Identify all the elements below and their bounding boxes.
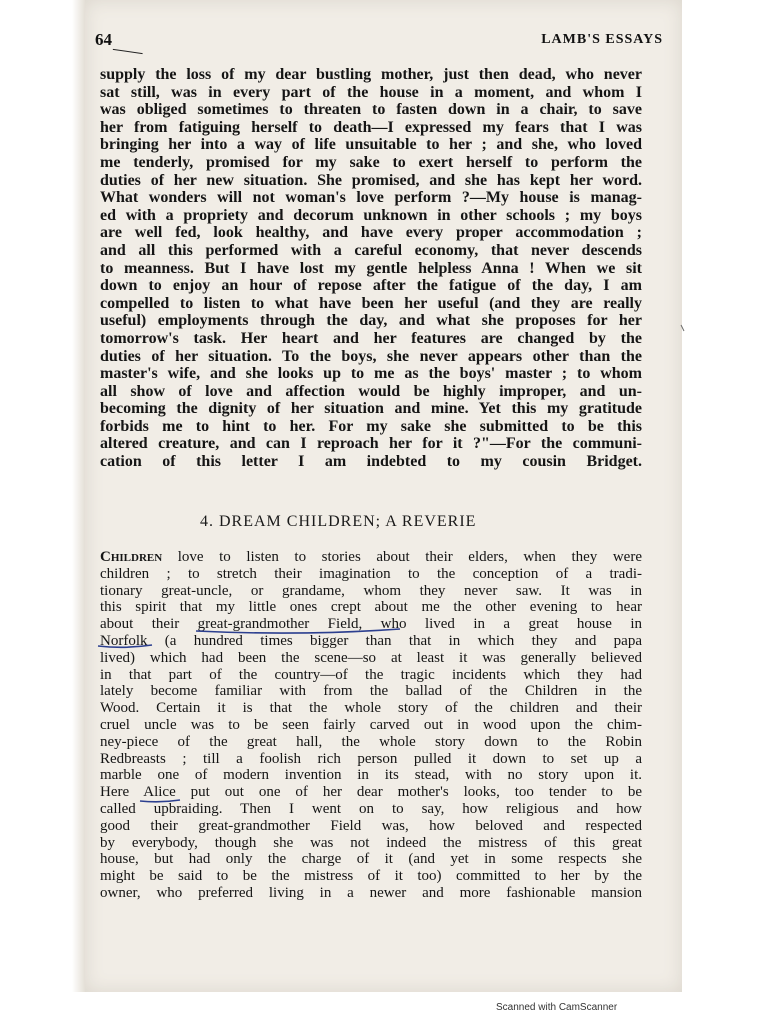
text-line: master's wife, and she looks up to me as the boys' master ; to whom xyxy=(100,365,642,383)
text-line: sat still, was in every part of the house in a moment, and whom I xyxy=(100,83,642,101)
text-line: lived) which had been the scene—so at least it was generally believed xyxy=(100,649,642,666)
text-line: Here Alice put out one of her dear mother's looks, too tender to be xyxy=(100,784,642,801)
text-line: me tenderly, promised for my sake to exert herself to perform the xyxy=(100,153,642,171)
text-line: might be said to be the mistress of it too) committed to her by the xyxy=(100,868,642,885)
text-line: forbids me to hint to her. For my sake she submitted to be this xyxy=(100,417,642,435)
text-line: about their great-grandmother Field, who lived in a great house in xyxy=(100,616,642,633)
text-line: down to enjoy an hour of repose after the fatigue of the day, I am xyxy=(100,277,642,295)
text-line: lately become familiar with from the ballad of the Children in the xyxy=(100,683,642,700)
text-fragment: love to listen to stories about their elders, when they were xyxy=(162,549,642,565)
text-line: altered creature, and can I reproach her for it ?"—For the communi- xyxy=(100,435,642,453)
text-line: ney-piece of the great hall, the whole story down to the Robin xyxy=(100,733,642,750)
text-line: ed with a propriety and decorum unknown in other schools ; my boys xyxy=(100,206,642,224)
text-line: What wonders will not woman's love perform ?—My house is manag- xyxy=(100,189,642,207)
text-line: was obliged sometimes to threaten to fasten down in a chair, to save xyxy=(100,101,642,119)
text-line xyxy=(100,549,642,566)
text-line: by everybody, though she was not indeed the mistress of this great xyxy=(100,834,642,851)
page-number: 64 xyxy=(95,30,112,49)
text-line: tomorrow's task. Her heart and her features are changed by the xyxy=(100,329,642,347)
text-line: children ; to stretch their imagination to the conception of a tradi- xyxy=(100,565,642,582)
text-line: called upbraiding. Then I went on to say, how religious and how xyxy=(100,800,642,817)
book-spine-shadow xyxy=(72,0,86,992)
text-line: becoming the dignity of her situation and mine. Yet this my gratitude xyxy=(100,400,642,418)
text-line: useful) employments through the day, and what she proposes for her xyxy=(100,312,642,330)
text-line: tionary great-uncle, or grandame, whom they never saw. It was in xyxy=(100,582,642,599)
page-header xyxy=(95,30,671,56)
text-line: Norfolk (a hundred times bigger than that in which they and papa xyxy=(100,632,642,649)
text-line: are well fed, look healthy, and have every proper accommodation ; xyxy=(100,224,642,242)
section-heading: 4. DREAM CHILDREN; A REVERIE xyxy=(200,513,477,530)
letter-paragraph xyxy=(100,66,642,471)
text-line: this spirit that my little ones crept about me the other evening to hear xyxy=(100,599,642,616)
text-line: and all this performed with a careful economy, that never descends xyxy=(100,241,642,259)
story-paragraph xyxy=(100,549,642,902)
text-line: duties of her new situation. She promised, and she has kept her word. xyxy=(100,171,642,189)
text-line: compelled to listen to what have been her useful (and they are really xyxy=(100,294,642,312)
story-opening-word: Children xyxy=(100,549,163,565)
text-line: all show of love and affection would be highly improper, and un- xyxy=(100,382,642,400)
text-line: Redbreasts ; till a foolish rich person pulled it down to set up a xyxy=(100,750,642,767)
page-number-pen-mark xyxy=(113,45,143,54)
text-line: to meanness. But I have lost my gentle helpless Anna ! When we sit xyxy=(100,259,642,277)
text-line: bringing her into a way of life unsuitable to her ; and she, who loved xyxy=(100,136,642,154)
text-line: duties of her situation. To the boys, she never appears other than the xyxy=(100,347,642,365)
text-line: marble one of modern invention in its stead, with no story upon it. xyxy=(100,767,642,784)
text-line: in that part of the country—of the tragic incidents which they had xyxy=(100,666,642,683)
text-line: Wood. Certain it is that the whole story of the children and their xyxy=(100,700,642,717)
text-line: owner, who preferred living in a newer and more fashionable mansion xyxy=(100,884,642,901)
text-line: cation of this letter I am indebted to my cousin Bridget. xyxy=(100,453,642,471)
text-line: good their great-grandmother Field was, how beloved and respected xyxy=(100,817,642,834)
scanner-watermark: Scanned with CamScanner xyxy=(496,1002,618,1013)
text-line: house, but had only the charge of it (and yet in some respects she xyxy=(100,851,642,868)
text-line: supply the loss of my dear bustling mother, just then dead, who never xyxy=(100,66,642,83)
text-line: cruel uncle was to be seen fairly carved out in wood upon the chim- xyxy=(100,716,642,733)
text-line: her from fatiguing herself to death—I expressed my fears that I was xyxy=(100,118,642,136)
running-head: LAMB'S ESSAYS xyxy=(541,32,663,47)
